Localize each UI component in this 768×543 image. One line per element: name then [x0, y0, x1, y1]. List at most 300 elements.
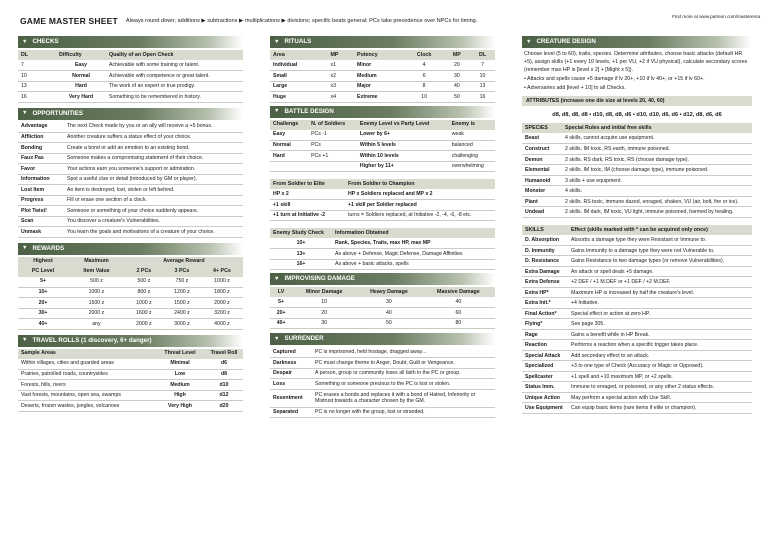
table-cell: 5+	[270, 297, 292, 308]
table-cell: 13+	[270, 249, 332, 260]
table-cell: Create a bond or add an emotion to an existing bond.	[64, 143, 243, 154]
creature-bullet: • Attacks and spells cause +5 damage if lv 20+, +10 if lv 40+, or +15 if lv 60+.	[524, 75, 705, 82]
champion-table	[270, 179, 495, 221]
checks-header	[18, 36, 243, 48]
table-cell: 750 z	[163, 277, 201, 288]
table-row	[522, 308, 752, 319]
table-cell: +2 DEF / +1 M.DEF or +1 DEF / +2 M.DEF.	[568, 277, 752, 288]
table-row	[270, 151, 495, 162]
table-cell: Medium	[155, 380, 205, 391]
table-cell: Individual	[270, 60, 328, 71]
table-row	[18, 195, 243, 206]
table-cell: Bonding	[18, 143, 64, 154]
table-cell: Major	[354, 81, 405, 92]
header-intro: Always round down; additions ▶ subtractions ▶ multiplications ▶ divisions; specific beats general; PCs take precedence over NPCs for timing.	[125, 17, 478, 24]
opportunities-table	[18, 122, 243, 238]
table-cell: Construct	[522, 144, 562, 155]
table-cell: An item is destroyed, lost, stolen or left behind.	[64, 185, 243, 196]
column-header: Item Value	[68, 267, 125, 277]
table-cell: turns = Soldiers replaced, at Initiative -2, -4, -6, -8 etc.	[345, 210, 495, 221]
table-cell: 2 skills. RS toxic, immune dazed, enraged, shaken, VU (air, bolt, fire or ice).	[562, 196, 752, 207]
table-cell: Extra Damage	[522, 266, 568, 277]
table-cell: x1	[328, 60, 355, 71]
table-cell: 10	[292, 297, 356, 308]
table-cell: Hard	[56, 81, 106, 92]
table-cell: Unmask	[18, 227, 64, 238]
table-cell: You learn the goals and motivations of a creature of your choice.	[64, 227, 243, 238]
table-cell: Special effect or action at zero HP.	[568, 308, 752, 319]
table-cell: Another creature suffers a status effect of your choice.	[64, 132, 243, 143]
table-cell: 2000 z	[125, 319, 163, 330]
table-row	[270, 297, 495, 308]
table-cell: Prairies, patrolled roads, countrysides	[18, 369, 155, 380]
table-cell: D. Resistance	[522, 256, 568, 267]
table-cell: 2400 z	[163, 308, 201, 319]
table-cell: +1 turn at Initiative -2	[270, 210, 345, 221]
table-cell: 60	[422, 308, 495, 319]
table-row	[522, 298, 752, 309]
table-row	[18, 390, 243, 401]
header-row	[522, 123, 752, 133]
column-header: DL	[18, 50, 56, 60]
table-cell: 40	[444, 81, 471, 92]
column-header: Special Rules and initial free skills	[562, 123, 752, 133]
table-cell: 4 skills, cannot acquire use equipment.	[562, 133, 752, 144]
arrow-icon: ▼	[22, 110, 28, 117]
table-cell: +1 spell and +10 maximum MP, or +2 spells.	[568, 371, 752, 382]
table-cell: Elemental	[522, 165, 562, 176]
section-title: CHECKS	[32, 38, 59, 46]
table-cell	[308, 161, 357, 172]
column-header: SKILLS	[522, 225, 568, 235]
rituals-header	[270, 36, 495, 48]
table-cell: 20+	[18, 298, 68, 309]
header-row	[270, 228, 495, 238]
table-cell: Humanoid	[522, 175, 562, 186]
table-row	[522, 329, 752, 340]
table-cell: 4000 z	[201, 319, 243, 330]
table-cell: 1200 z	[163, 287, 201, 298]
table-cell: 10	[470, 71, 495, 82]
table-cell: Vast forests, mountains, open sea, swamps	[18, 390, 155, 401]
creature-header	[522, 36, 752, 48]
column-header: Challenge	[270, 120, 308, 130]
table-row	[522, 340, 752, 351]
header-row	[270, 120, 495, 130]
table-cell: Within villages, cities and guarded areas	[18, 359, 155, 370]
table-cell: Very Hard	[56, 92, 106, 103]
table-row	[522, 196, 752, 207]
table-cell: Medium	[354, 71, 405, 82]
table-row	[270, 130, 495, 141]
rewards-header	[18, 243, 243, 255]
table-cell: The next Check made by you or an ally will receive a +5 bonus.	[64, 122, 243, 133]
table-row	[18, 298, 243, 309]
table-row	[270, 189, 495, 200]
column-header: Clock	[405, 50, 444, 60]
table-cell: 2 skills. IM dark, IM toxic, VU light, immune poisoned, harmed by healing.	[562, 207, 752, 218]
table-cell: Special Attack	[522, 350, 568, 361]
table-cell: Despair	[270, 368, 312, 379]
table-cell: High	[155, 390, 205, 401]
table-row	[18, 277, 243, 288]
table-cell: 500 z	[68, 277, 125, 288]
column-header: Enemy Level vs Party Level	[357, 120, 449, 130]
section-title: OPPORTUNITIES	[32, 109, 83, 117]
column-header: Average Reward	[125, 257, 243, 267]
table-cell: 10	[405, 92, 444, 103]
table-row	[522, 175, 752, 186]
table-cell: Loss	[270, 379, 312, 390]
rituals-table	[270, 50, 495, 103]
section-title: BATTLE DESIGN	[284, 107, 334, 115]
table-cell: Easy	[56, 60, 106, 71]
table-cell: Low	[155, 369, 205, 380]
table-cell: Affliction	[18, 132, 64, 143]
table-cell: 30+	[18, 308, 68, 319]
table-cell: Demon	[522, 154, 562, 165]
table-row	[270, 71, 495, 82]
section-title: RITUALS	[284, 38, 312, 46]
table-row	[18, 185, 243, 196]
table-row	[18, 81, 243, 92]
arrow-icon: ▼	[22, 38, 28, 45]
table-cell: Specialized	[522, 361, 568, 372]
table-cell: D. Immunity	[522, 245, 568, 256]
table-cell: Hard	[270, 151, 308, 162]
table-row	[270, 140, 495, 151]
table-cell: 16	[470, 92, 495, 103]
study-table	[270, 228, 495, 270]
table-row	[522, 133, 752, 144]
table-row	[522, 319, 752, 330]
table-cell: Achievable with some training or talent.	[106, 60, 243, 71]
table-row	[522, 277, 752, 288]
column-header: DL	[470, 50, 495, 60]
battle-header	[270, 106, 495, 118]
table-cell: 50	[356, 318, 422, 329]
table-cell: PC is no longer with the group, lost or stranded.	[312, 407, 495, 418]
damage-table	[270, 287, 495, 329]
table-cell: Small	[270, 71, 328, 82]
table-row	[18, 132, 243, 143]
table-cell: Faux Pas	[18, 153, 64, 164]
table-cell: 40	[356, 308, 422, 319]
table-row	[18, 216, 243, 227]
arrow-icon: ▼	[274, 38, 280, 45]
skills-table	[522, 225, 752, 414]
column-header: Highest	[18, 257, 68, 267]
table-cell: PCs -1	[308, 130, 357, 141]
column-header: From Soldier to Elite	[270, 179, 345, 189]
table-cell: 7	[470, 60, 495, 71]
table-cell: 10+	[270, 238, 332, 249]
table-row	[18, 60, 243, 71]
attribute-dice: d8, d8, d8, d8 • d10, d8, d8, d6 • d10, d10, d6, d6 • d12, d8, d6, d6	[552, 111, 722, 118]
column-header: Quality of an Open Check	[106, 50, 243, 60]
column-header: Enemy is	[449, 120, 495, 130]
table-cell: d8	[205, 369, 243, 380]
table-cell: Immune to enraged, or poisoned, or any other 2 status effects.	[568, 382, 752, 393]
table-row	[522, 382, 752, 393]
column-header: Minor Damage	[292, 287, 356, 297]
table-cell: 6	[405, 71, 444, 82]
table-row	[522, 256, 752, 267]
table-cell: 5+	[18, 277, 68, 288]
table-cell: Normal	[270, 140, 308, 151]
table-cell: 1000 z	[68, 287, 125, 298]
table-cell: As above + Defense, Magic Defense, Damage Affinities	[332, 249, 495, 260]
table-cell: An attack or spell deals +5 damage.	[568, 266, 752, 277]
column-header: Potency	[354, 50, 405, 60]
section-title: IMPROVISING DAMAGE	[284, 275, 355, 283]
table-cell: Scan	[18, 216, 64, 227]
table-cell: Can equip basic items (rare items if elite or champion).	[568, 403, 752, 414]
table-cell: +3 to one type of Check (Accuracy or Magic or Opposed).	[568, 361, 752, 372]
table-cell: Flying*	[522, 319, 568, 330]
surrender-table	[270, 347, 495, 418]
table-cell	[270, 161, 308, 172]
table-cell: 4 skills.	[562, 186, 752, 197]
table-row	[522, 235, 752, 246]
table-cell: balanced	[449, 140, 495, 151]
table-row	[522, 266, 752, 277]
table-cell: Captured	[270, 347, 312, 358]
table-cell: HP x Soldiers replaced and MP x 2	[345, 189, 495, 200]
table-cell: 40	[422, 297, 495, 308]
table-cell: Gains a benefit while in HP Break.	[568, 329, 752, 340]
table-row	[18, 92, 243, 103]
table-cell: Lower by 6+	[357, 130, 449, 141]
table-cell: 16	[18, 92, 56, 103]
table-cell: Reaction	[522, 340, 568, 351]
table-cell: 1600 z	[125, 308, 163, 319]
table-row	[18, 122, 243, 133]
table-cell: Favor	[18, 164, 64, 175]
table-cell: PCs	[308, 140, 357, 151]
table-cell: Within 5 levels	[357, 140, 449, 151]
table-cell: Within 10 levels	[357, 151, 449, 162]
table-cell: 30	[292, 318, 356, 329]
column-header: Difficulty	[56, 50, 106, 60]
table-row	[270, 200, 495, 211]
table-row	[18, 227, 243, 238]
table-cell: You discover a creature's Vulnerabilities.	[64, 216, 243, 227]
credit-link[interactable]: Find more at www.patreon.com/masterema	[672, 14, 760, 19]
table-cell: x2	[328, 71, 355, 82]
column-header: Travel Roll	[205, 349, 243, 359]
table-row	[522, 287, 752, 298]
table-cell: Add secondary effect to an attack.	[568, 350, 752, 361]
table-cell: Performs a reaction when a specific trigger takes place.	[568, 340, 752, 351]
table-cell: 1500 z	[163, 298, 201, 309]
table-row	[270, 259, 495, 270]
table-cell: 13	[470, 81, 495, 92]
arrow-icon: ▼	[274, 275, 280, 282]
table-cell: d10	[205, 380, 243, 391]
table-cell: 1000 z	[125, 298, 163, 309]
table-cell: May perform a special action with Use Skill.	[568, 392, 752, 403]
opportunities-header	[18, 108, 243, 120]
table-cell: 1000 z	[201, 277, 243, 288]
surrender-header	[270, 333, 495, 345]
table-cell: Extra HP*	[522, 287, 568, 298]
table-cell: 4	[405, 60, 444, 71]
table-cell: 16+	[270, 259, 332, 270]
table-row	[270, 60, 495, 71]
table-row	[270, 81, 495, 92]
table-cell: Undead	[522, 207, 562, 218]
column-right	[522, 36, 752, 414]
header-row	[18, 267, 243, 277]
table-row	[270, 389, 495, 407]
battle-table	[270, 120, 495, 173]
table-row	[522, 207, 752, 218]
table-row	[270, 358, 495, 369]
column-header: 2 PCs	[125, 267, 163, 277]
table-cell: Plant	[522, 196, 562, 207]
column-header: MP	[328, 50, 355, 60]
table-cell: Your actions earn you someone's support or admiration.	[64, 164, 243, 175]
table-cell: d12	[205, 390, 243, 401]
table-cell: 3200 z	[201, 308, 243, 319]
table-row	[270, 379, 495, 390]
table-cell: Extra Init.*	[522, 298, 568, 309]
table-row	[270, 407, 495, 418]
table-cell: Large	[270, 81, 328, 92]
table-cell: 40+	[270, 318, 292, 329]
table-cell: Achievable with competence or great talent.	[106, 71, 243, 82]
page-header	[20, 14, 760, 28]
column-header: LV	[270, 287, 292, 297]
column-header: PC Level	[18, 267, 68, 277]
table-cell: Deserts, frozen wastes, jungles, volcanoes	[18, 401, 155, 412]
checks-table	[18, 50, 243, 103]
table-cell: 1500 z	[68, 298, 125, 309]
table-row	[18, 71, 243, 82]
table-row	[18, 174, 243, 185]
table-row	[270, 308, 495, 319]
table-cell: Easy	[270, 130, 308, 141]
table-cell: 500 z	[125, 277, 163, 288]
table-row	[522, 403, 752, 414]
header-row	[18, 257, 243, 267]
table-cell: d6	[205, 359, 243, 370]
column-header: Enemy Study Check	[270, 228, 332, 238]
table-cell: 3 skills + use equipment.	[562, 175, 752, 186]
table-row	[18, 359, 243, 370]
table-row	[18, 143, 243, 154]
column-header: Massive Damage	[422, 287, 495, 297]
table-cell: Separated	[270, 407, 312, 418]
arrow-icon: ▼	[22, 337, 28, 344]
arrow-icon: ▼	[274, 108, 280, 115]
table-row	[18, 206, 243, 217]
section-title: REWARDS	[32, 244, 65, 252]
table-cell: +1 skill per Soldier replaced	[345, 200, 495, 211]
column-header: N. of Soldiers	[308, 120, 357, 130]
table-cell: Very High	[155, 401, 205, 412]
table-row	[270, 318, 495, 329]
table-cell: Darkness	[270, 358, 312, 369]
table-cell: x3	[328, 81, 355, 92]
table-cell: Plot Twist!	[18, 206, 64, 217]
table-cell: 20+	[270, 308, 292, 319]
table-cell: D. Absorption	[522, 235, 568, 246]
table-cell: Minimal	[155, 359, 205, 370]
column-middle	[270, 36, 495, 418]
column-header: Threat Level	[155, 349, 205, 359]
table-cell: Final Action*	[522, 308, 568, 319]
travel-header	[18, 335, 243, 347]
species-table	[522, 123, 752, 218]
page-title: GAME MASTER SHEET	[20, 15, 118, 26]
table-cell: Something to be remembered in history.	[106, 92, 243, 103]
header-row	[18, 50, 243, 60]
table-cell: Rage	[522, 329, 568, 340]
rewards-table	[18, 257, 243, 330]
table-row	[522, 144, 752, 155]
table-cell: d20	[205, 401, 243, 412]
table-cell: Fill or erase one section of a clock.	[64, 195, 243, 206]
column-header: MP	[444, 50, 471, 60]
table-row	[18, 153, 243, 164]
column-header: Sample Areas	[18, 349, 155, 359]
table-cell: Someone or something of your choice suddenly appears.	[64, 206, 243, 217]
arrow-icon: ▼	[22, 245, 28, 252]
table-cell: PC is imprisoned, held hostage, dragged away...	[312, 347, 495, 358]
table-cell: 800 z	[125, 287, 163, 298]
table-cell: Gains Resistance to two damage types (or remove Vulnerabilities).	[568, 256, 752, 267]
table-cell: weak	[449, 130, 495, 141]
table-row	[522, 154, 752, 165]
table-cell: 8	[405, 81, 444, 92]
column-header: Heavy Damage	[356, 287, 422, 297]
column-header: Information Obtained	[332, 228, 495, 238]
table-cell: Minor	[354, 60, 405, 71]
table-cell: The work of an expert or true prodigy.	[106, 81, 243, 92]
table-row	[18, 319, 243, 330]
table-row	[522, 350, 752, 361]
attributes-bar: ATTRIBUTES (increase one die size at levels 20, 40, 60)	[522, 96, 752, 106]
table-cell: Advantage	[18, 122, 64, 133]
table-cell: 13	[18, 81, 56, 92]
column-header: SPECIES	[522, 123, 562, 133]
arrow-icon: ▼	[274, 335, 280, 342]
header-row	[270, 50, 495, 60]
table-cell: Gains Immunity to a damage type they were not Vulnerable to.	[568, 245, 752, 256]
table-cell: Resentment	[270, 389, 312, 407]
damage-header	[270, 273, 495, 285]
table-cell: 2 skills. IM toxic, RS earth, immune poisoned.	[562, 144, 752, 155]
table-cell: 30	[444, 71, 471, 82]
table-cell: 2000 z	[201, 298, 243, 309]
table-row	[522, 392, 752, 403]
table-cell: 2 skills. RS dark, RS toxic, RS (choose damage type).	[562, 154, 752, 165]
table-cell: As above + basic attacks, spells	[332, 259, 495, 270]
table-cell: Extreme	[354, 92, 405, 103]
table-row	[270, 92, 495, 103]
table-cell: Absorbs a damage type they were Resistant or Immune to.	[568, 235, 752, 246]
section-title: CREATURE DESIGN	[536, 38, 596, 46]
header-row	[270, 179, 495, 189]
table-cell: Status Imm.	[522, 382, 568, 393]
table-row	[522, 361, 752, 372]
table-row	[18, 308, 243, 319]
table-cell: Someone makes a compromising statement of their choice.	[64, 153, 243, 164]
table-row	[522, 165, 752, 176]
table-cell: Use Equipment	[522, 403, 568, 414]
